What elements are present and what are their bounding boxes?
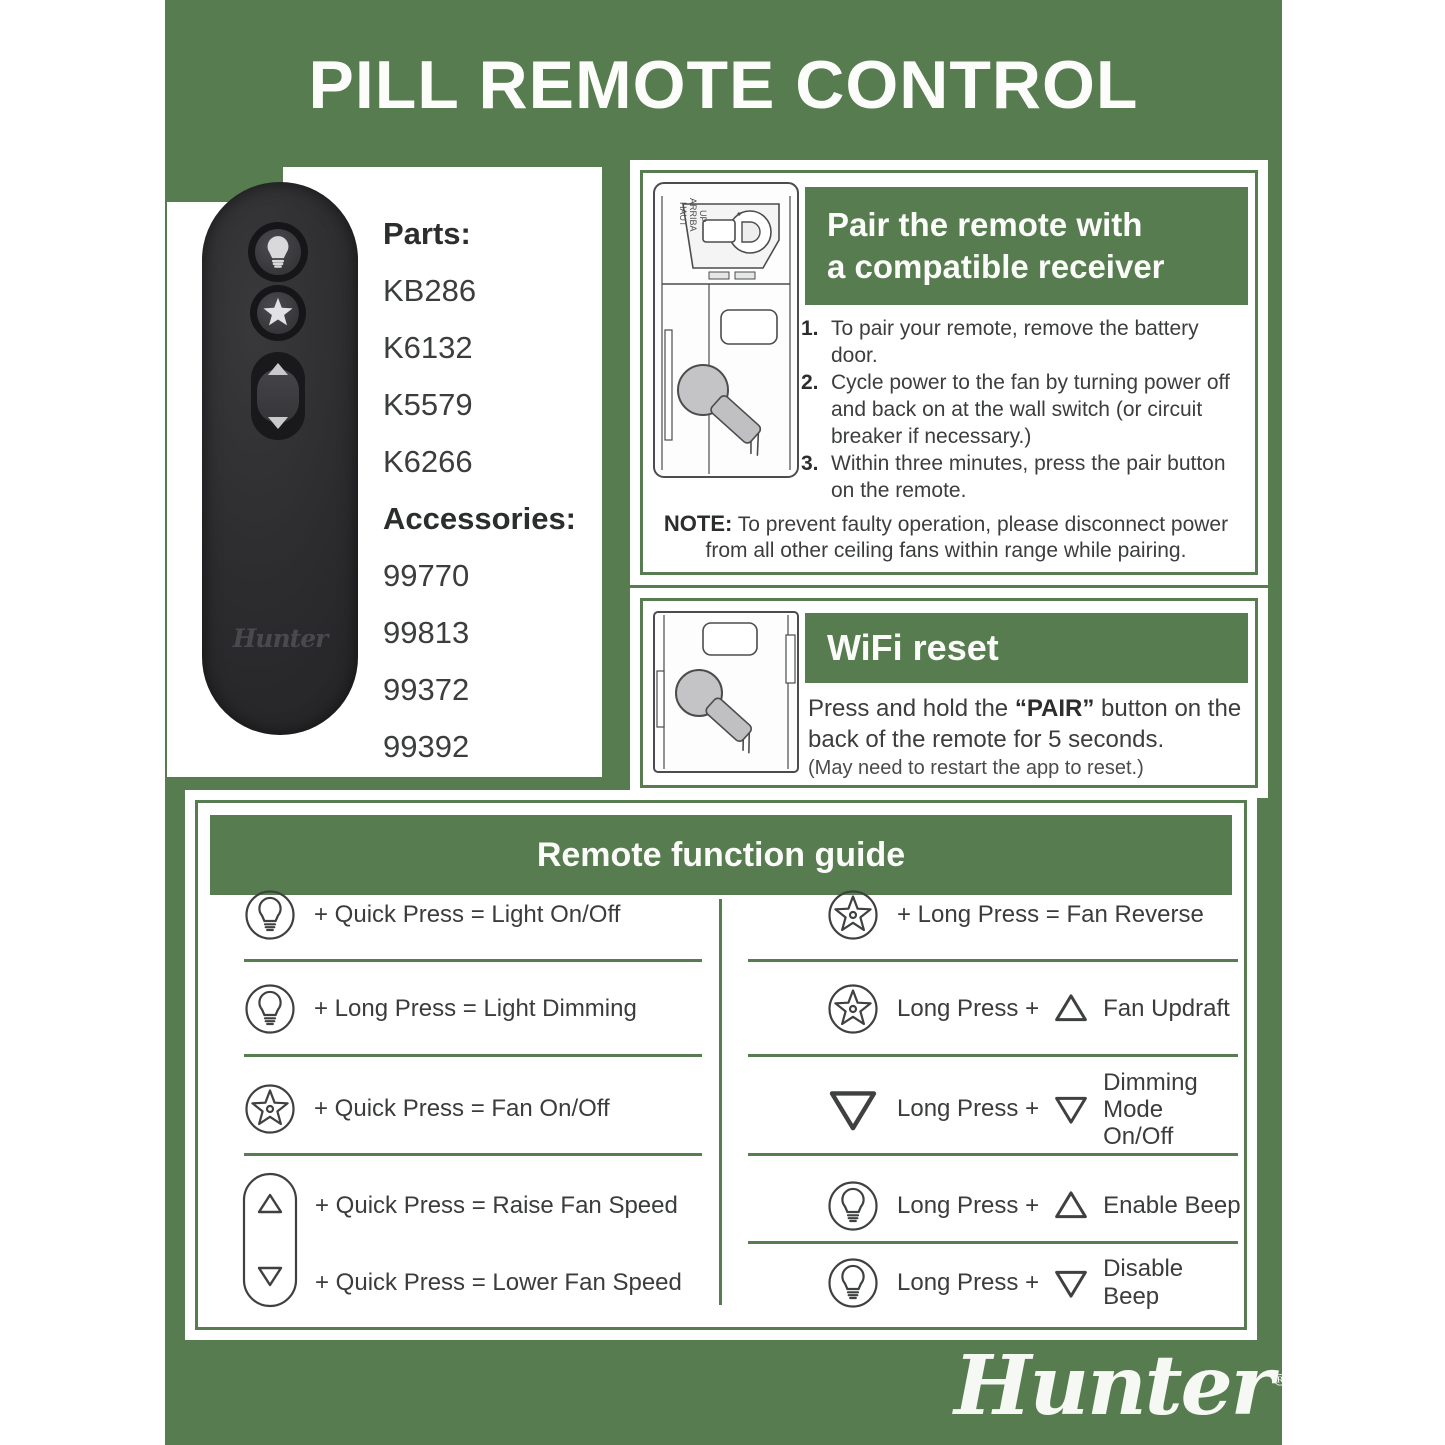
guide-row: Long Press + Disable Beep — [827, 1255, 1244, 1311]
guide-row: Long Press + Enable Beep — [827, 1178, 1241, 1234]
fan-speed-rocker — [251, 352, 305, 440]
fan-star-icon — [257, 292, 299, 334]
part-number: KB286 — [383, 273, 477, 308]
speed-rocker-icon — [241, 1171, 299, 1309]
accessory-number: 99813 — [383, 615, 470, 650]
divider — [748, 1241, 1238, 1244]
triangle-down-icon — [1051, 1092, 1091, 1126]
triangle-up-icon — [1051, 1189, 1091, 1223]
guide-row: + Quick Press = Raise Fan Speed — [315, 1192, 678, 1219]
accessories-label: Accessories: — [383, 501, 577, 536]
accessory-number: 99372 — [383, 672, 470, 707]
light-button — [248, 222, 308, 282]
pairing-step: 2. Cycle power to the fan by turning power off and back on at the wall switch (or circuit breaker if necessary.) — [801, 371, 1230, 448]
accessory-number: 99392 — [383, 729, 470, 764]
wifi-reset-panel — [640, 598, 1258, 788]
guide-heading: Remote function guide — [210, 815, 1232, 895]
door-label-up: UP — [698, 210, 708, 223]
part-number: K6132 — [383, 330, 473, 365]
door-label-arriba: ARRIBA — [688, 198, 698, 232]
guide-row: + Quick Press = Lower Fan Speed — [315, 1269, 682, 1296]
pairing-note: NOTE: To prevent faulty operation, please disconnect power from all other ceiling fans within range while pairing. — [663, 511, 1229, 562]
pill-remote-image — [202, 182, 358, 735]
divider — [244, 959, 702, 962]
divider — [244, 1054, 702, 1057]
guide-row: Long Press + Dimming Mode On/Off — [827, 1081, 1244, 1137]
triangle-down-icon — [827, 1086, 879, 1132]
door-label-haut: HAUT — [678, 202, 688, 227]
remote-brand-logo: Hunter — [232, 624, 328, 653]
guide-row: + Long Press = Fan Reverse — [827, 887, 1204, 943]
light-bulb-icon — [244, 983, 296, 1035]
guide-row: + Long Press = Light Dimming — [244, 981, 637, 1037]
speed-up-icon — [266, 361, 290, 377]
wifi-reset-heading: WiFi reset — [805, 613, 1248, 683]
divider — [748, 1153, 1238, 1156]
fan-icon — [244, 1083, 296, 1135]
pairing-steps — [801, 315, 1237, 504]
registered-mark: ® — [1271, 1370, 1286, 1390]
part-number: K5579 — [383, 387, 473, 422]
pairing-heading: Pair the remote with a compatible receiver — [805, 187, 1248, 305]
page-title: PILL REMOTE CONTROL — [308, 47, 1139, 123]
guide-row: + Quick Press = Fan On/Off — [244, 1081, 610, 1137]
pairing-step: 3. Within three minutes, press the pair button on the remote. — [801, 452, 1226, 502]
wifi-reset-subnote: (May need to restart the app to reset.) — [808, 757, 1144, 779]
light-bulb-icon — [827, 1257, 879, 1309]
divider — [244, 1153, 702, 1156]
pairing-step: 1. To pair your remote, remove the battery door. — [801, 317, 1199, 367]
remote-function-guide-panel — [195, 800, 1247, 1330]
light-bulb-icon — [244, 889, 296, 941]
fan-button — [250, 285, 306, 341]
hunter-brand-logo: Hunter® — [954, 1338, 1286, 1434]
divider — [748, 1054, 1238, 1057]
wifi-reset-text: Press and hold the “PAIR” button on the back of the remote for 5 seconds. — [808, 695, 1242, 753]
parts-label: Parts: — [383, 216, 471, 251]
battery-door-illustration — [651, 180, 801, 480]
triangle-down-icon — [1051, 1266, 1091, 1300]
part-number: K6266 — [383, 444, 473, 479]
pair-button-illustration — [651, 609, 801, 775]
fan-icon — [827, 983, 879, 1035]
fan-icon — [827, 889, 879, 941]
accessory-number: 99770 — [383, 558, 470, 593]
guide-row: Long Press + Fan Updraft — [827, 981, 1230, 1037]
light-bulb-icon — [827, 1180, 879, 1232]
guide-row: + Quick Press = Light On/Off — [244, 887, 620, 943]
triangle-up-icon — [1051, 992, 1091, 1026]
column-separator — [719, 899, 722, 1305]
parts-list — [383, 205, 598, 775]
light-bulb-icon — [255, 229, 301, 275]
pairing-instructions-panel — [640, 170, 1258, 575]
speed-down-icon — [266, 415, 290, 431]
divider — [748, 959, 1238, 962]
